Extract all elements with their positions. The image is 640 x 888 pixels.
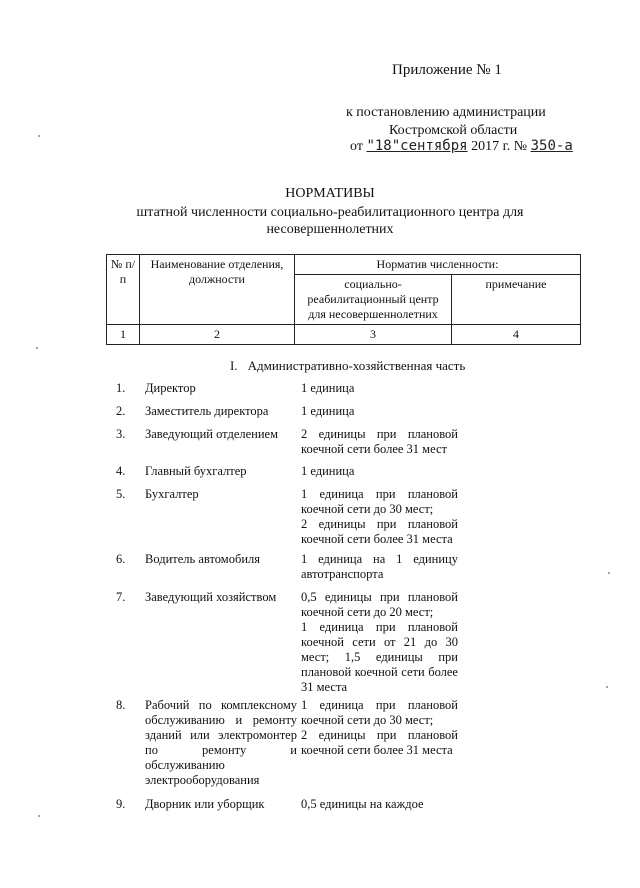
row-norm	[301, 427, 458, 457]
row-norm	[301, 464, 458, 479]
row-norm	[301, 797, 458, 812]
section-heading	[230, 358, 465, 374]
row-number: 9.	[116, 797, 126, 811]
date-day-handwritten: "18"	[366, 138, 401, 154]
row-norm	[301, 381, 458, 396]
document-title: НОРМАТИВЫ	[285, 186, 375, 201]
norm-line: 2 единицы при плановой коечной сети более 31 места	[301, 728, 458, 757]
row-number: 6.	[116, 552, 126, 566]
norm-line: 1 единица	[301, 404, 355, 418]
row-number: 7.	[116, 590, 126, 604]
scan-speck	[606, 686, 608, 688]
header-colnum-2: 2	[140, 325, 295, 345]
header-colnum-4: 4	[452, 325, 581, 345]
row-number: 3.	[116, 427, 126, 441]
row-position: Главный бухгалтер	[145, 464, 247, 478]
appendix-to-line-1: к постановлению администрации	[346, 105, 546, 120]
norm-line: 1 единица	[301, 464, 355, 478]
date-month-handwritten: сентября	[400, 138, 468, 154]
row-position: Директор	[145, 381, 196, 395]
scan-speck	[38, 815, 40, 817]
row-norm	[301, 590, 458, 695]
row-number: 1.	[116, 381, 126, 395]
norm-line: 1 единица при плановой коечной сети от 21 до 30 мест; 1,5 единицы при плановой коечной сети более 31 места	[301, 620, 458, 694]
row-norm	[301, 487, 458, 547]
norm-line: 1 единица при плановой коечной сети до 30 мест;	[301, 487, 458, 516]
section-number: I.	[230, 358, 238, 373]
row-norm	[301, 404, 458, 419]
decree-date-line	[350, 138, 573, 155]
header-colnum-3: 3	[295, 325, 452, 345]
norm-line: 0,5 единицы на каждое	[301, 797, 424, 811]
date-year-text: 2017 г. №	[471, 139, 528, 154]
row-number: 4.	[116, 464, 126, 478]
header-col-name: Наименование отделения, должности	[140, 255, 295, 325]
appendix-reference	[346, 104, 576, 140]
row-position: Заведующий отделением	[145, 427, 279, 441]
norms-table-header	[106, 254, 581, 345]
row-position: Водитель автомобиля	[145, 552, 260, 566]
row-position: Дворник или уборщик	[145, 797, 265, 811]
norm-line: 1 единица	[301, 381, 355, 395]
row-position: Бухгалтер	[145, 487, 199, 501]
row-position: Рабочий по комплексному обслуживанию и ремонту зданий или электромонтер по ремонту и обслуживанию электрооборудования	[145, 698, 297, 787]
appendix-to-line-2: Костромской области	[389, 123, 518, 138]
row-number: 8.	[116, 698, 126, 712]
norm-line: 2 единицы при плановой коечной сети более 31 мест	[301, 427, 458, 456]
header-col-norm: Норматив численности:	[295, 255, 581, 275]
header-col-number: № п/п	[107, 255, 140, 325]
decree-number-handwritten: 350-а	[530, 138, 573, 154]
row-position: Заведующий хозяйством	[145, 590, 277, 604]
header-colnum-1: 1	[107, 325, 140, 345]
scan-speck	[36, 347, 38, 349]
norm-line: 0,5 единицы при плановой коечной сети до 20 мест;	[301, 590, 458, 619]
norm-line: 1 единица при плановой коечной сети до 30 мест;	[301, 698, 458, 727]
row-norm	[301, 552, 458, 582]
row-position: Заместитель директора	[145, 404, 269, 418]
header-col-center: социально-реабилитационный центр для несовершеннолетних	[295, 275, 452, 325]
norm-line: 2 единицы при плановой коечной сети более 31 места	[301, 517, 458, 546]
date-prefix: от	[350, 139, 363, 154]
document-subtitle: штатной численности социально-реабилитационного центра для несовершеннолетних	[136, 205, 524, 237]
row-number: 5.	[116, 487, 126, 501]
section-title: Административно-хозяйственная часть	[247, 358, 466, 373]
row-norm	[301, 698, 458, 758]
scan-speck	[608, 572, 610, 574]
row-number: 2.	[116, 404, 126, 418]
appendix-number: Приложение № 1	[392, 62, 502, 78]
scan-speck	[38, 135, 40, 137]
header-col-note: примечание	[452, 275, 581, 325]
norm-line: 1 единица на 1 единицу автотранспорта	[301, 552, 458, 581]
